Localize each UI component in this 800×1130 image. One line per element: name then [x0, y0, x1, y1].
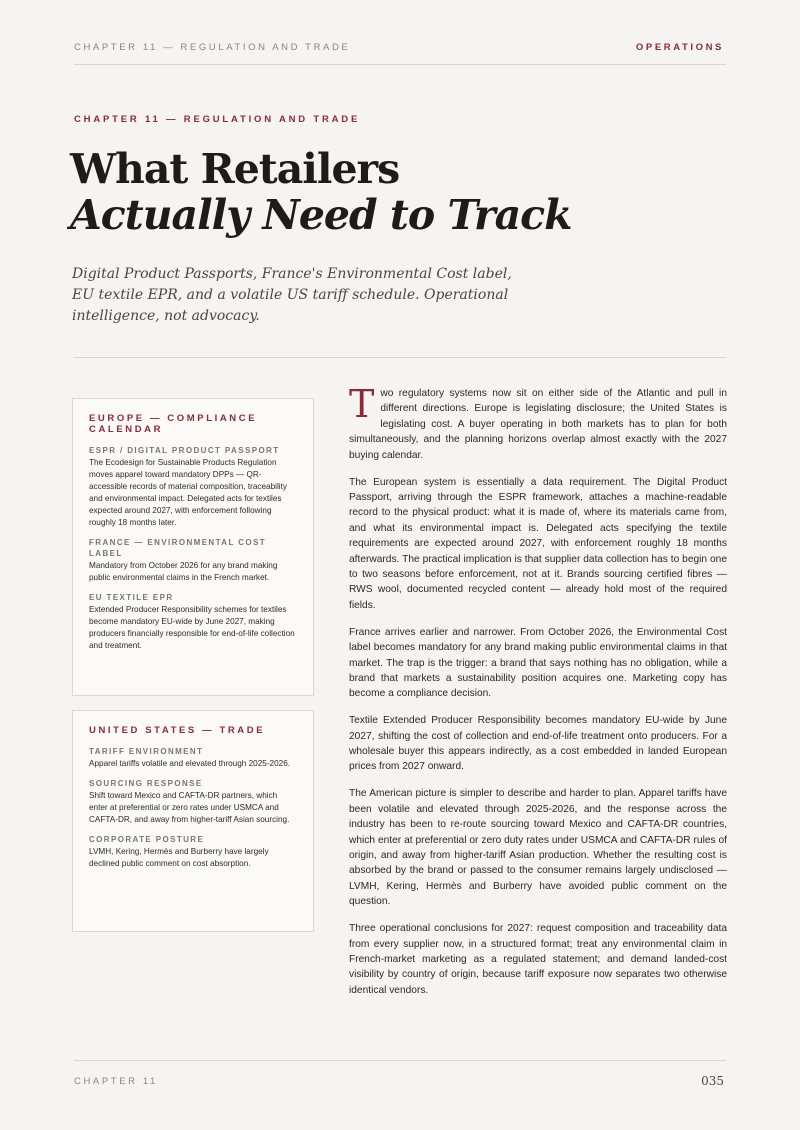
footer-chapter: CHAPTER 11: [74, 1075, 158, 1087]
body-paragraph: Three operational conclusions for 2027: request composition and traceability data from every supplier now, in a structured format; treat any environmental claim in French-market marketing as a regulated statement; and demand landed-cost visibility by country of origin, because tariff exposure now separates two otherwise identical vendors.: [349, 923, 727, 996]
us-box-section: [89, 746, 297, 770]
body-paragraph: The American picture is simpler to describe and harder to plan. Apparel tariffs have been volatile and elevated through 2025-2026, and the response across the industry has been to re-route sourcing toward Mexico and CAFTA-DR countries, which enter at preferential or zero duty rates under USMCA and CAFTA-DR rules of origin, and away from higher-tariff Asian production. Whether the resulting cost is absorbed by the brand or passed to the consumer remains largely undisclosed — LVMH, Kering, Hermès and Burberry have avoided public comment on the question.: [349, 788, 727, 908]
section-text: The Ecodesign for Sustainable Products Regulation moves apparel toward mandatory DPPs — QR-accessible records of material composition, traceability and environmental impact. Delegated acts for textiles expected around 2027, with enforcement following roughly 18 months later.: [89, 458, 287, 527]
europe-box-section: [89, 537, 297, 584]
footer-divider: [74, 1060, 726, 1061]
europe-box-title: EUROPE — COMPLIANCE CALENDAR: [89, 413, 258, 435]
drop-cap: T: [349, 382, 375, 426]
article-body: [349, 382, 727, 1010]
us-trade-box: [72, 710, 314, 932]
section-heading: EU TEXTILE EPR: [89, 593, 174, 602]
section-heading: SOURCING RESPONSE: [89, 779, 203, 788]
body-paragraph: [349, 382, 727, 463]
body-paragraph: The European system is essentially a data requirement. The Digital Product Passport, arriving through the ESPR framework, attaches a machine-readable record to the physical product: what it is made of, where its materials came from, and what its environmental impact is. Delegated acts specifying the textile requirements are expected around 2027, with enforcement roughly 18 months afterwards. The practical implication is that supplier data collection has to begin one to two seasons before enforcement, not at it. Brands sourcing certified fibres — RWS wool, documented recycled content — already hold most of the required fields.: [349, 476, 727, 611]
page-number: 035: [701, 1074, 724, 1088]
section-heading: TARIFF ENVIRONMENT: [89, 747, 204, 756]
europe-compliance-box: [72, 398, 314, 696]
europe-box-section: [89, 592, 297, 652]
section-heading: FRANCE — ENVIRONMENTAL COST LABEL: [89, 538, 267, 558]
section-text: LVMH, Kering, Hermès and Burberry have largely declined public comment on cost absorption.: [89, 847, 269, 868]
section-heading: ESPR / DIGITAL PRODUCT PASSPORT: [89, 446, 280, 455]
section-text: Apparel tariffs volatile and elevated through 2025-2026.: [89, 759, 291, 768]
section-heading: CORPORATE POSTURE: [89, 835, 205, 844]
section-text: Extended Producer Responsibility schemes for textiles become mandatory EU-wide by June 2027, making producers financially responsible for end-of-life collection and treatment.: [89, 605, 295, 650]
europe-box-section: [89, 445, 297, 529]
body-paragraph: France arrives earlier and narrower. From October 2026, the Environmental Cost label becomes mandatory for any brand making public environmental claims in that market. The trap is the trigger: a brand that says nothing has no obligation, while a brand that markets a sustainability position acquires one. Marketing copy has become a compliance decision.: [349, 626, 727, 700]
chapter-kicker: CHAPTER 11 — REGULATION AND TRADE: [74, 114, 361, 125]
body-paragraph: Textile Extended Producer Responsibility becomes mandatory EU-wide by June 2027, shifting the cost of collection and end-of-life treatment onto producers. For a wholesale buyer this appears indirectly, as a cost embedded in landed European prices from 2027 onward.: [349, 715, 727, 773]
header-divider: [74, 64, 726, 65]
page-footer: [74, 1074, 724, 1088]
us-box-section: [89, 778, 297, 826]
paragraph-text: wo regulatory systems now sit on either side of the Atlantic and pull in different directions. Europe is legislating disclosure; the United States is legislating cost. A buyer operating in both markets has to plan for both simultaneously, and the planning horizons overlap almost exactly with the 2027 buying calendar.: [349, 388, 727, 461]
running-header-chapter: CHAPTER 11 — REGULATION AND TRADE: [74, 42, 351, 53]
article-deck: Digital Product Passports, France's Environmental Cost label, EU textile EPR, and a volatile US tariff schedule. Operational intelligence, not advocacy.: [72, 266, 512, 324]
running-header: [74, 42, 724, 53]
page-title: [70, 146, 630, 238]
running-header-section: OPERATIONS: [635, 42, 724, 53]
section-text: Mandatory from October 2026 for any brand making public environmental claims in the French market.: [89, 561, 278, 582]
title-line-1: What Retailers: [70, 145, 400, 193]
deck-divider: [74, 357, 726, 358]
us-box-section: [89, 834, 297, 870]
title-line-2: Actually Need to Track: [70, 191, 572, 239]
us-box-title: UNITED STATES — TRADE: [89, 725, 266, 736]
section-text: Shift toward Mexico and CAFTA-DR partners, which enter at preferential or zero rates under USMCA and CAFTA-DR, and away from higher-tariff Asian sourcing.: [89, 791, 290, 824]
